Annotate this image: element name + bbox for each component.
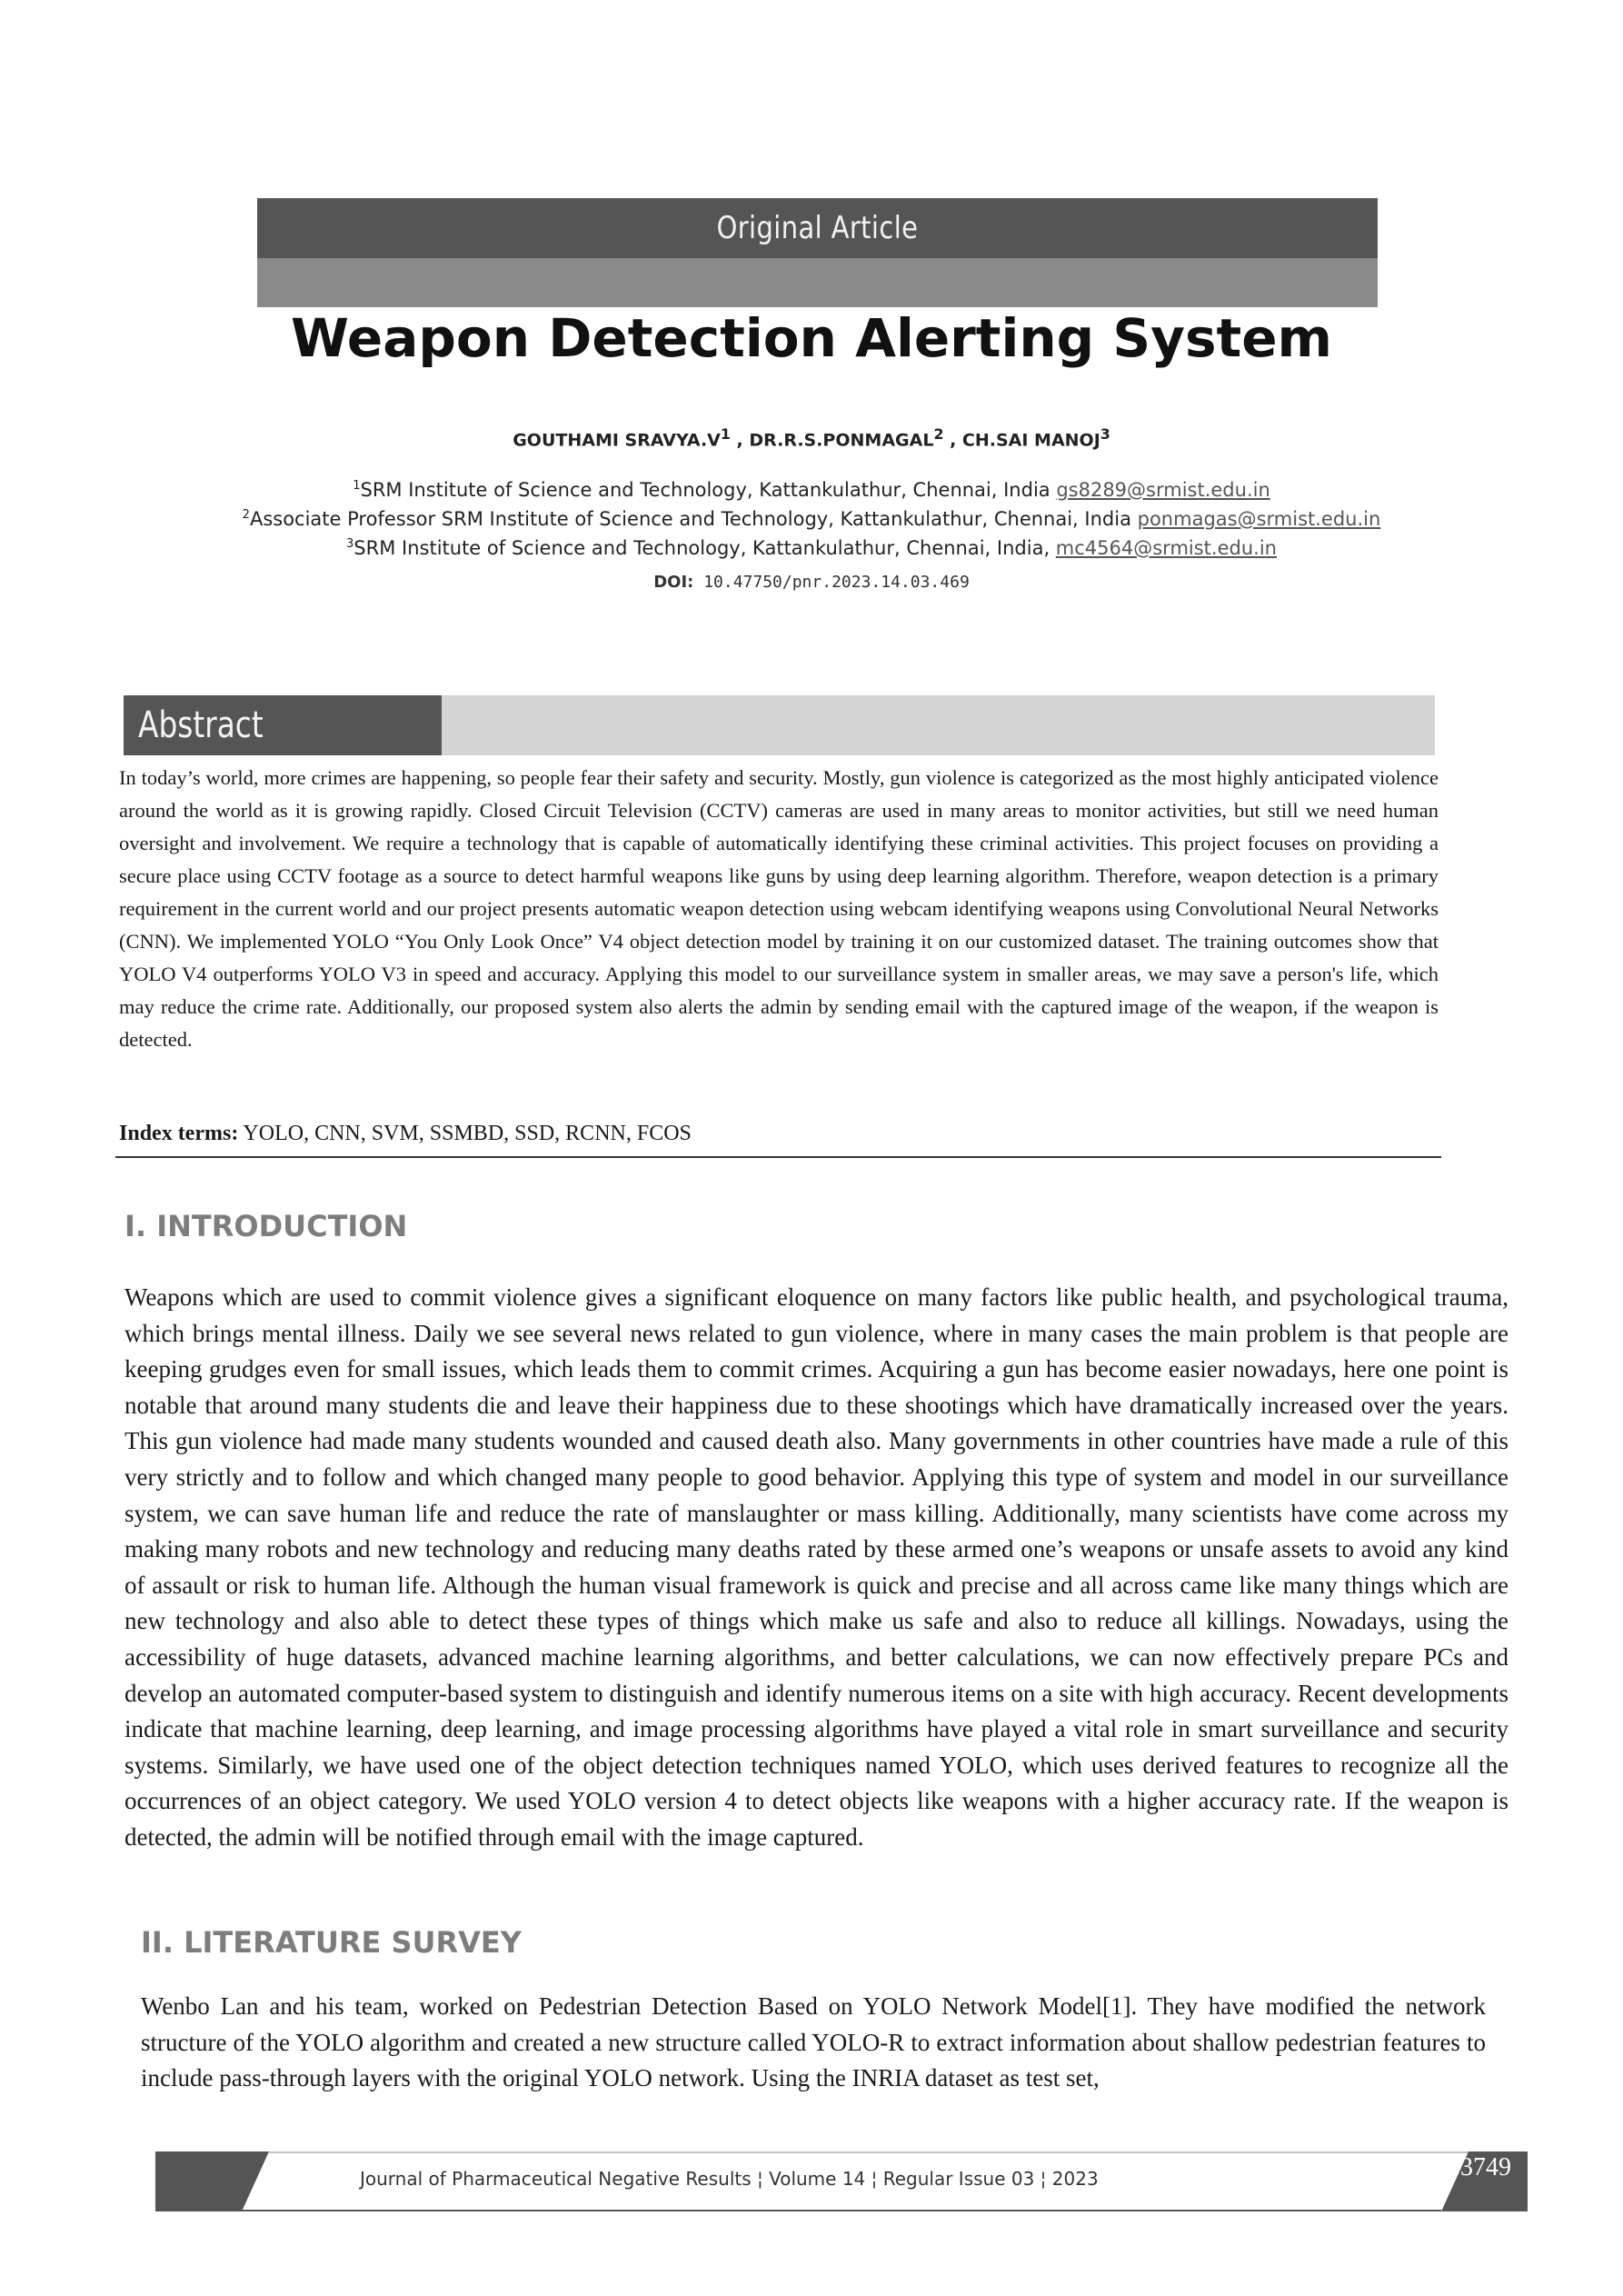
- article-type-label: Original Article: [716, 210, 919, 246]
- affiliation-2: [0, 508, 1623, 530]
- doi-value[interactable]: 10.47750/pnr.2023.14.03.469: [703, 573, 970, 592]
- author-2-sup: 2: [933, 425, 944, 443]
- author-list: GOUTHAMI $SRAVYA.V^1$ , DR.R.S.PONMAGAL$^2$ , CH.SAI MANOJ$^3$: [513, 425, 1110, 451]
- banner-top: [257, 198, 1378, 258]
- doi-line: [0, 573, 1623, 592]
- author-1: GOUTHAMI SRAVYA.V: [513, 430, 721, 451]
- article-type-banner: [257, 198, 1378, 307]
- introduction-paragraph: Weapons which are used to commit violence gives a significant eloquence on many factors like public health, and psychological trauma, which brings mental illness. Daily we see several news related to gun violence, where in many cases the main problem is that people are keeping grudges even for small issues, which leads them to commit crimes. Acquiring a gun has become easier nowadays, here one point is notable that around many students die and leave their happiness due to these shootings which have dramatically increased over the years. This gun violence had made many students wounded and caused death also. Many governments in other countries have made a rule of this very strictly and to follow and which changed many people to good behavior. Applying this type of system and model in our surveillance system, we can save human life and reduce the rate of manslaughter or mass killing. Additionally, many scientists have come across my making many robots and new technology and reducing many deaths rated by these armed one’s weapons or unsafe assets to avoid any kind of assault or risk to human life. Although the human visual framework is quick and precise and all across came like many things which are new technology and also able to detect these types of things which make us safe and also to reduce all killings. Nowadays, using the accessibility of huge datasets, advanced machine learning algorithms, and better calculations, we can now effectively prepare PCs and develop an automated computer-based system to distinguish and identify numerous items on a site with high accuracy. Recent developments indicate that machine learning, deep learning, and image processing algorithms have played a vital role in smart surveillance and security systems. Similarly, we have used one of the object detection techniques named YOLO, which uses derived features to recognize all the occurrences of an object category. We used YOLO version 4 to detect objects like weapons with a higher accuracy rate. If the weapon is detected, the admin will be notified through email with the image captured.: [124, 1283, 1508, 1851]
- abstract-heading: Abstract: [138, 704, 264, 746]
- affiliation-2-email-link[interactable]: ponmagas@srmist.edu.in: [1137, 508, 1381, 530]
- affiliation-1-text: SRM Institute of Science and Technology, Kattankulathur, Chennai, India: [360, 479, 1057, 501]
- affiliation-1-email-link[interactable]: gs8289@srmist.edu.in: [1056, 479, 1270, 501]
- affiliation-3-email-link[interactable]: mc4564@srmist.edu.in: [1055, 537, 1277, 559]
- literature-survey-paragraph: Wenbo Lan and his team, worked on Pedestrian Detection Based on YOLO Network Model[1]. They have modified the network structure of the YOLO algorithm and created a new structure called YOLO-R to extract information about shallow pedestrian features to include pass-through layers with the original YOLO network. Using the INRIA dataset as test set,: [141, 1992, 1486, 2092]
- abstract-tab: [124, 695, 442, 755]
- section-heading-literature-survey: II. LITERATURE SURVEY: [141, 1925, 522, 1960]
- abstract-header-bar: [124, 695, 1435, 755]
- affiliation-3-sup: 3: [346, 537, 354, 551]
- banner-bottom: [257, 258, 1378, 307]
- author-3-sup: 3: [1100, 425, 1110, 443]
- abstract-text: In today’s world, more crimes are happening, so people fear their safety and security. Mostly, gun violence is categorized as the most highly anticipated violence around the world as it is growing rapidly. Closed Circuit Television (CCTV) cameras are used in many areas to monitor activities, but still we need human oversight and involvement. We require a technology that is capable of automatically identifying these criminal activities. This project focuses on providing a secure place using CCTV footage as a source to detect harmful weapons like guns by using deep learning algorithm. Therefore, weapon detection is a primary requirement in the current world and our project presents automatic weapon detection using webcam identifying weapons using Convolutional Neural Networks (CNN). We implemented YOLO “You Only Look Once” V4 object detection model by training it on our customized dataset. The training outcomes show that YOLO V4 outperforms YOLO V3 in speed and accuracy. Applying this model to our surveillance system in smaller areas, we may save a person's life, which may reduce the crime rate. Additionally, our proposed system also alerts the admin by sending email with the captured image of the weapon, if the weapon is detected.: [119, 766, 1439, 1051]
- affiliation-2-sup: 2: [242, 508, 250, 522]
- affiliation-1-sup: 1: [353, 479, 361, 493]
- paper-title: Weapon Detection Alerting System: [290, 307, 1332, 369]
- affiliation-1: [0, 479, 1623, 501]
- section-heading-introduction: I. INTRODUCTION: [124, 1209, 408, 1243]
- author-1-sup: 1: [720, 425, 731, 443]
- affiliation-3: [0, 537, 1623, 559]
- abstract-divider: [115, 1156, 1441, 1158]
- footer-journal-info: Journal of Pharmaceutical Negative Results ¦ Volume 14 ¦ Regular Issue 03 ¦ 2023: [360, 2168, 1099, 2190]
- doi-label: DOI:: [653, 573, 694, 592]
- page-footer: [155, 2151, 1528, 2211]
- affiliation-3-text: SRM Institute of Science and Technology, Kattankulathur, Chennai, India,: [353, 537, 1056, 559]
- page-number: 3749: [1460, 2153, 1511, 2181]
- index-terms-value: YOLO, CNN, SVM, SSMBD, SSD, RCNN, FCOS: [238, 1122, 692, 1145]
- index-terms-label: Index terms:: [119, 1122, 239, 1145]
- affiliation-2-text: Associate Professor SRM Institute of Science and Technology, Kattankulathur, Chennai, India: [249, 508, 1138, 530]
- index-terms: [119, 1122, 692, 1146]
- author-2: DR.R.S.PONMAGAL: [749, 430, 934, 451]
- author-3: CH.SAI MANOJ: [961, 430, 1100, 451]
